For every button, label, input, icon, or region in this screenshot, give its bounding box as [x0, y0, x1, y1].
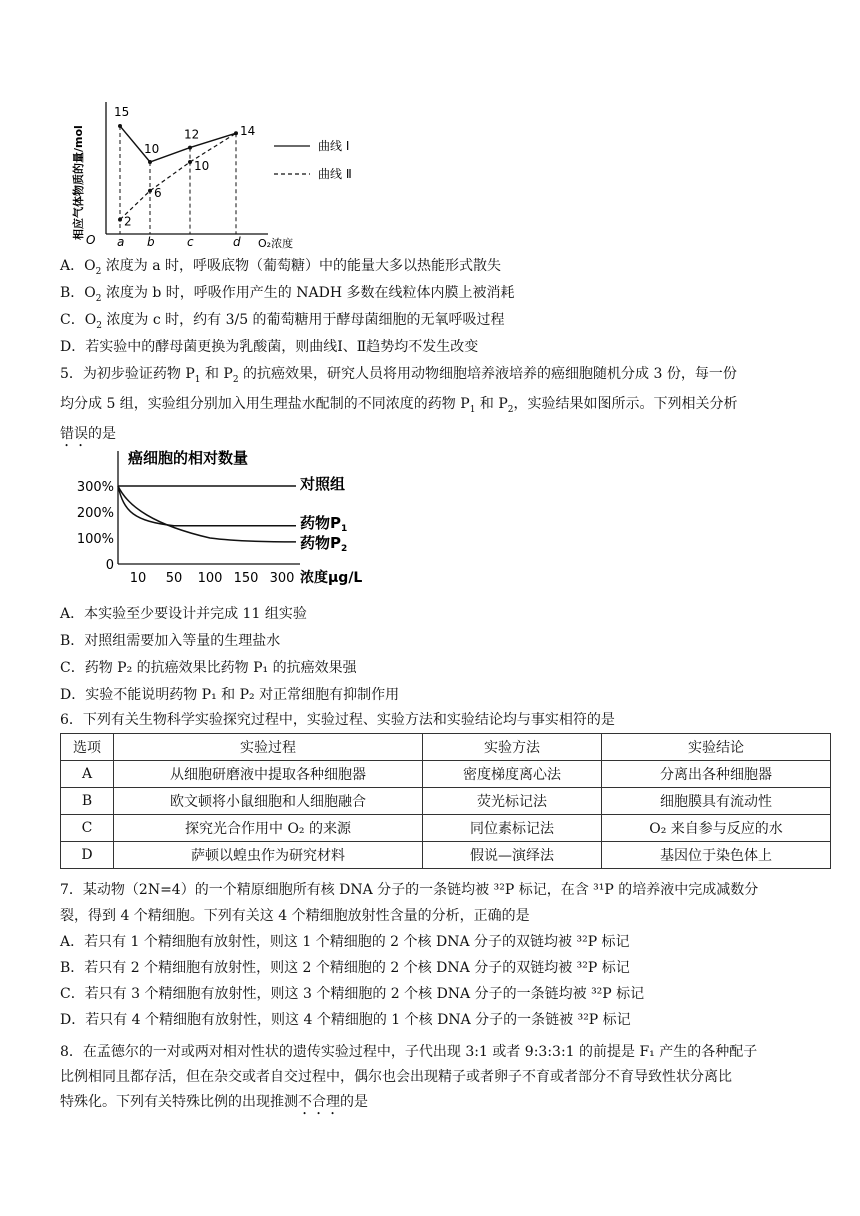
- q8-line-1: 8．在孟德尔的一对或两对相对性状的遗传实验过程中，子代出现 3:1 或者 9:3:3:1 的前提是 F₁ 产生的各种配子: [60, 1044, 758, 1060]
- table-cell: 密度梯度离心法: [423, 761, 602, 788]
- legend-curve-1: 曲线 Ⅰ: [318, 139, 350, 153]
- table-cell: 细胞膜具有流动性: [602, 788, 831, 815]
- table-cell: 从细胞研磨液中提取各种细胞器: [114, 761, 423, 788]
- curve-2-point: [188, 160, 192, 164]
- chart2-xtick: 150: [233, 571, 259, 586]
- chart2-ytick: 100%: [76, 532, 114, 547]
- table-cell: 欧文顿将小鼠细胞和人细胞融合: [114, 788, 423, 815]
- curve-1-label: 12: [184, 127, 200, 142]
- table-row: [61, 815, 831, 842]
- curve-2-point: [118, 218, 122, 222]
- q4-option: D．若实验中的酵母菌更换为乳酸菌，则曲线Ⅰ、Ⅱ趋势均不发生改变: [60, 339, 479, 355]
- table-cell: A: [61, 761, 114, 788]
- table-cell: C: [61, 815, 114, 842]
- curve-1-label: 15: [114, 105, 130, 119]
- curve-2-label: 6: [154, 185, 162, 200]
- chart1-xtick: d: [233, 235, 241, 249]
- chart2-xtick: 10: [129, 571, 147, 586]
- q6-table: [60, 733, 831, 869]
- curve-1-point: [188, 146, 192, 150]
- cancer-cell-chart: [64, 443, 394, 591]
- chart2-ytick: 300%: [76, 480, 114, 495]
- table-row: [61, 761, 831, 788]
- chart1-xlabel: O₂浓度: [258, 237, 294, 250]
- table-cell: 探究光合作用中 O₂ 的来源: [114, 815, 423, 842]
- curve-1-point: [234, 131, 238, 135]
- curve-1-line: [120, 126, 236, 162]
- curve-2-point: [148, 189, 152, 193]
- q7-option: C．若只有 3 个精细胞有放射性，则这 3 个精细胞的 2 个核 DNA 分子的一条链均被 ³²P 标记: [60, 986, 645, 1002]
- q5-option: A．本实验至少要设计并完成 11 组实验: [60, 606, 307, 622]
- chart1-xtick: b: [147, 235, 155, 249]
- chart2-ytick: 0: [105, 558, 114, 573]
- table-row: [61, 842, 831, 869]
- curve-2-label: 2: [124, 214, 132, 229]
- q6-stem: 6．下列有关生物科学实验探究过程中，实验过程、实验方法和实验结论均与事实相符的是: [60, 712, 615, 728]
- chart1-origin: O: [86, 233, 96, 247]
- chart1-xtick: a: [117, 235, 125, 249]
- table-cell: B: [61, 788, 114, 815]
- table-row: [61, 788, 831, 815]
- q5-option: D．实验不能说明药物 P₁ 和 P₂ 对正常细胞有抑制作用: [60, 687, 400, 703]
- q7-option: A．若只有 1 个精细胞有放射性，则这 1 个精细胞的 2 个核 DNA 分子的双链均被 ³²P 标记: [60, 934, 630, 950]
- table-cell: 分离出各种细胞器: [602, 761, 831, 788]
- q5-stem: 5．为初步验证药物 $P_1$ 和 $P_2$ 的抗癌效果，研究人员将用动物细胞培养液培养的癌细胞随机分成 3 份，每一份 均分成 5 组，实验组分别加入用生理盐水配制的不同浓度的药物 $P_1$ 和 $P_2$，实验结果如图所示。下列相关分析 错误的是: [60, 366, 738, 442]
- q7-option: D．若只有 4 个精细胞有放射性，则这 4 个精细胞的 1 个核 DNA 分子的一条链被 ³²P 标记: [60, 1012, 631, 1028]
- q5-option: B．对照组需要加入等量的生理盐水: [60, 633, 281, 649]
- chart2-xtick: 100: [197, 571, 223, 586]
- q7-option: B．若只有 2 个精细胞有放射性，则这 2 个精细胞的 2 个核 DNA 分子的双链均被 ³²P 标记: [60, 960, 630, 976]
- q8-line-3: 特殊化。下列有关特殊比例的出现推测不合理的是: [60, 1094, 368, 1110]
- q7-stem-2: 裂，得到 4 个精细胞。下列有关这 4 个精细胞放射性含量的分析，正确的是: [60, 908, 530, 924]
- chart1-xtick: c: [187, 235, 194, 249]
- legend-curve-2: 曲线 Ⅱ: [318, 167, 352, 181]
- chart2-label-control: 对照组: [300, 475, 346, 493]
- q4-option: B．$O_2$ 浓度为 b 时，呼吸作用产生的 NADH 多数在线粒体内膜上被消耗: [60, 285, 515, 304]
- q4-option: A．$O_2$ 浓度为 a 时，呼吸底物（葡萄糖）中的能量大多以热能形式散失: [60, 258, 502, 277]
- curve-1-label: 14: [240, 124, 256, 139]
- curve-1-point: [118, 124, 122, 128]
- p2-line: [118, 486, 296, 542]
- chart2-xtick: 300: [269, 571, 295, 586]
- chart2-xlabel: 浓度μg/L: [300, 570, 363, 586]
- table-cell: 同位素标记法: [423, 815, 602, 842]
- q7-stem-1: 7．某动物（2N=4）的一个精原细胞所有核 DNA 分子的一条链均被 ³²P 标记，在含 ³¹P 的培养液中完成减数分: [60, 882, 759, 898]
- table-cell: 假说—演绎法: [423, 842, 602, 869]
- curve-2-label: 10: [194, 159, 210, 173]
- chart2-label-p1: 药物$P_1$: [300, 514, 348, 534]
- q5-option: C．药物 P₂ 的抗癌效果比药物 P₁ 的抗癌效果强: [60, 660, 357, 676]
- p1-line: [118, 486, 296, 526]
- chart1-ylabel: 相应气体物质的量/mol: [72, 125, 85, 240]
- curve-1-label: 10: [144, 142, 160, 156]
- table-cell: 萨顿以蝗虫作为研究材料: [114, 842, 423, 869]
- table-cell: O₂ 来自参与反应的水: [602, 815, 831, 842]
- curve-1-point: [148, 160, 152, 164]
- table-header: 选项 实验过程 实验方法 实验结论: [61, 734, 831, 761]
- q4-option: C．$O_2$ 浓度为 c 时，约有 3/5 的葡萄糖用于酵母菌细胞的无氧呼吸过程: [60, 312, 505, 331]
- chart2-ytick: 200%: [76, 506, 114, 521]
- chart2-label-p2: 药物$P_2$: [300, 534, 348, 554]
- oxygen-gas-chart: [68, 96, 368, 252]
- table-cell: 荧光标记法: [423, 788, 602, 815]
- table-cell: D: [61, 842, 114, 869]
- chart2-xtick: 50: [165, 571, 183, 586]
- chart2-title: 癌细胞的相对数量: [128, 449, 249, 467]
- q8-line-2: 比例相同且都存活，但在杂交或者自交过程中，偶尔也会出现精子或者卵子不育或者部分不育导致性状分离比: [60, 1069, 732, 1085]
- table-cell: 基因位于染色体上: [602, 842, 831, 869]
